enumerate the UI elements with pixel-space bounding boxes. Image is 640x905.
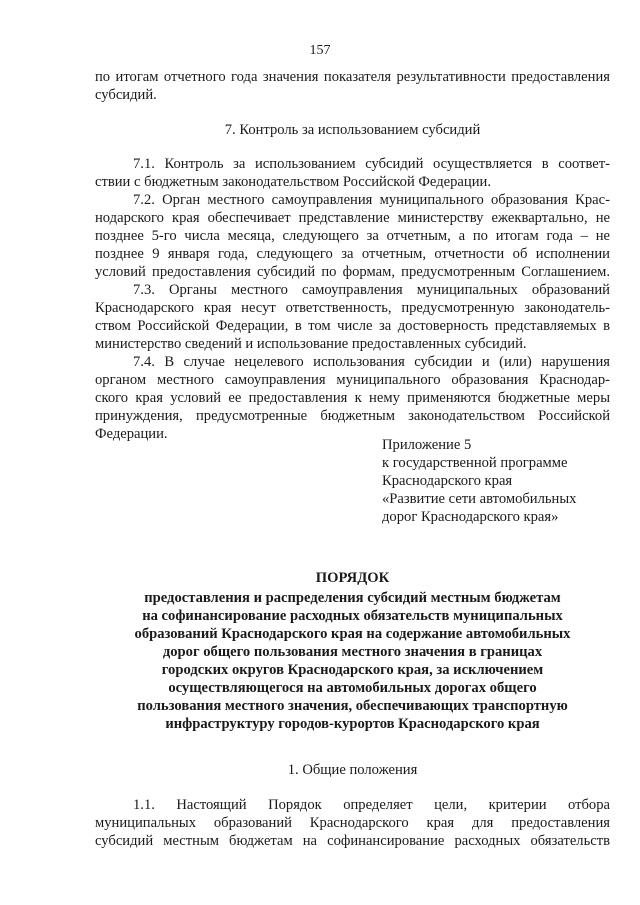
appendix-line: Краснодарского края <box>382 473 513 489</box>
order-subtitle-line: образований Краснодарского края на содержание автомобильных <box>134 626 571 642</box>
paragraph-line: позднее 9 января года, следующего за отчетным, отчетности об исполнении <box>95 246 610 262</box>
text-line: субсидий. <box>95 87 157 103</box>
paragraph-line: 7.2. Орган местного самоуправления муниципального образования Крас- <box>133 192 610 208</box>
paragraph-line: нодарского края обеспечивает представление министерству ежеквартально, не <box>95 210 610 226</box>
page-number: 157 <box>309 43 331 58</box>
paragraph-line: органом местного самоуправления муниципального образования Краснодар- <box>95 372 610 388</box>
paragraph-line: Федерации. <box>95 426 168 442</box>
appendix-line: «Развитие сети автомобильных <box>382 491 577 507</box>
paragraph-line: ством Российской Федерации, в том числе за достоверность представляемых в <box>95 318 610 334</box>
order-subtitle-line: на софинансирование расходных обязательств муниципальных <box>142 608 563 624</box>
paragraph-line: Краснодарского края несут ответственность, предусмотренную законодатель- <box>95 300 610 316</box>
appendix-line: дорог Краснодарского края» <box>382 509 559 525</box>
paragraph-line: позднее 5-го числа месяца, следующего за отчетным, а по итогам года – не <box>95 228 610 244</box>
paragraph-line: 7.1. Контроль за использованием субсидий осуществляется в соответ- <box>133 156 610 172</box>
order-title: ПОРЯДОК <box>315 570 390 586</box>
order-subtitle-line: пользования местного значения, обеспечивающих транспортную <box>137 698 568 714</box>
paragraph-line: ского края условий ее предоставления к нему применяются бюджетные меры <box>95 390 610 406</box>
order-subtitle-line: предоставления и распределения субсидий местным бюджетам <box>144 590 561 606</box>
order-subtitle-line: городских округов Краснодарского края, за исключением <box>161 662 544 678</box>
appendix-line: Приложение 5 <box>382 437 472 453</box>
paragraph-line: условий предоставления субсидий по формам, предусмотренным Соглашением. <box>95 264 610 280</box>
section-heading: 1. Общие положения <box>287 762 418 778</box>
text-line: по итогам отчетного года значения показателя результативности предоставления <box>95 69 610 85</box>
paragraph-line: субсидий местным бюджетам на софинансирование расходных обязательств <box>95 833 610 849</box>
order-subtitle-line: дорог общего пользования местного значения в границах <box>162 644 543 660</box>
appendix-line: к государственной программе <box>382 455 568 471</box>
paragraph-line: принуждения, предусмотренные бюджетным законодательством Российской <box>95 408 610 424</box>
section-heading: 7. Контроль за использованием субсидий <box>224 122 481 138</box>
paragraph-line: 1.1. Настоящий Порядок определяет цели, критерии отбора <box>133 797 610 813</box>
paragraph-line: министерство сведений и использование предоставленных субсидий. <box>95 336 527 352</box>
paragraph-line: ствии с бюджетным законодательством Российской Федерации. <box>95 174 491 190</box>
paragraph-line: 7.3. Органы местного самоуправления муниципальных образований <box>133 282 610 298</box>
order-subtitle-line: инфраструктуру городов-курортов Краснодарского края <box>165 716 540 732</box>
paragraph-line: муниципальных образований Краснодарского края для предоставления <box>95 815 610 831</box>
order-subtitle-line: осуществляющегося на автомобильных дорогах общего <box>168 680 537 696</box>
paragraph-line: 7.4. В случае нецелевого использования субсидии и (или) нарушения <box>133 354 610 370</box>
